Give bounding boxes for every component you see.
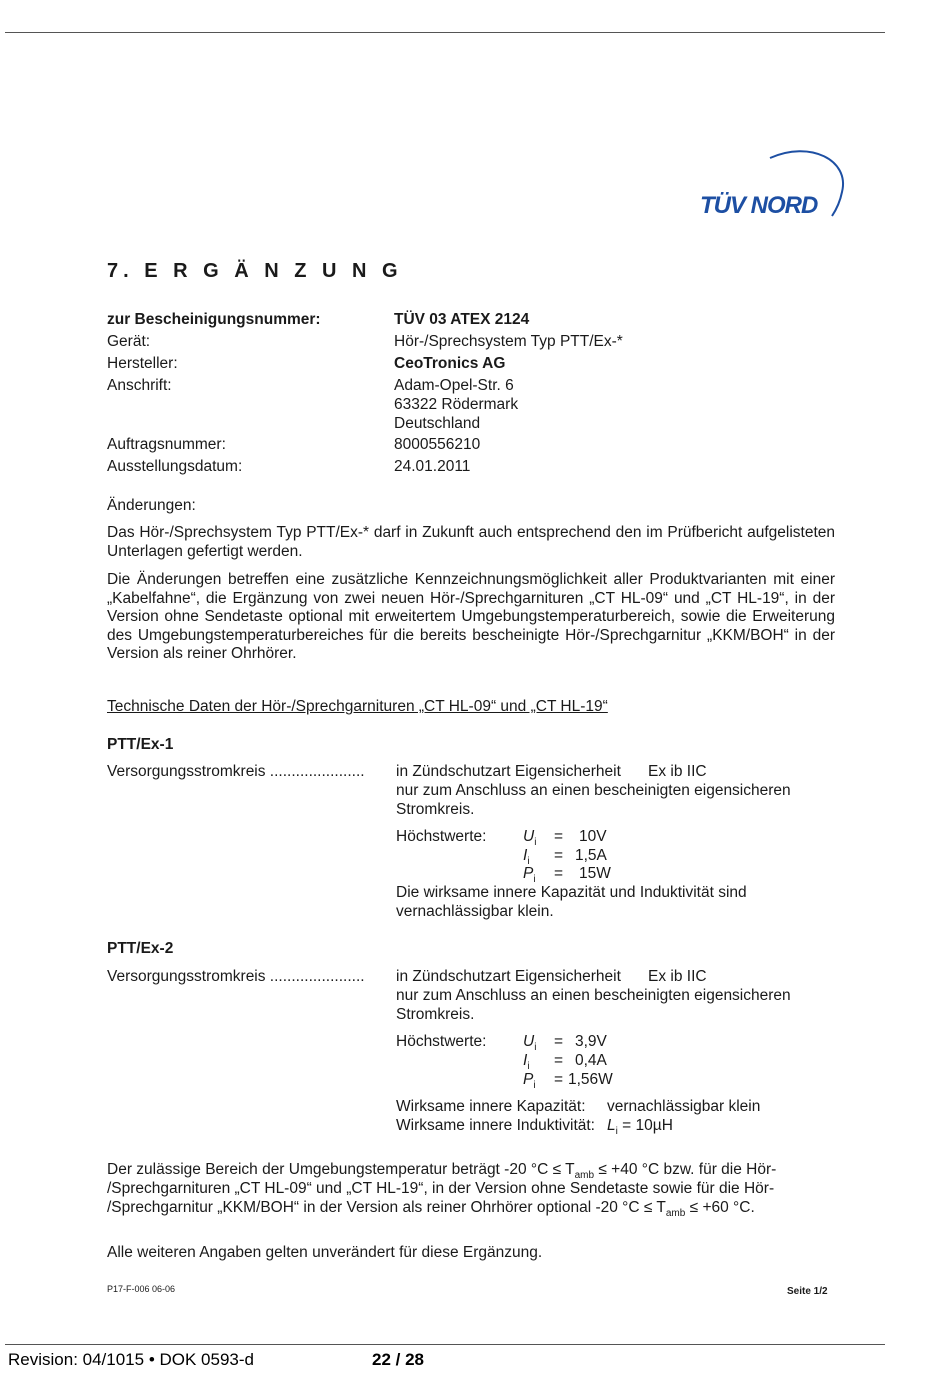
ex2-u-symbol: U [523, 1033, 535, 1050]
ex2-line-3: Stromkreis. [396, 1006, 475, 1023]
ex2-protection: in Zündschutzart Eigensicherheit [396, 968, 621, 985]
cert-label: zur Bescheinigungsnummer: [107, 311, 321, 328]
ex2-inductance-label: Wirksame innere Induktivität: [396, 1117, 595, 1134]
temp-text-1: Der zulässige Bereich der Umgebungstemperatur beträgt -20 °C ≤ T [107, 1161, 575, 1178]
ex2-title: PTT/Ex-2 [107, 940, 174, 957]
ex2-capacitance-label: Wirksame innere Kapazität: [396, 1098, 586, 1115]
ex2-p-row [523, 1071, 536, 1091]
tech-data-title: Technische Daten der Hör-/Sprechgarnituren „CT HL-09“ und „CT HL-19“ [107, 698, 608, 715]
page-label: Seite 1/2 [787, 1286, 828, 1297]
ex1-i-value: 1,5A [575, 847, 607, 864]
page-heading: 7. E R G Ä N Z U N G [107, 260, 403, 282]
changes-label: Änderungen: [107, 497, 196, 514]
top-rule [5, 32, 885, 33]
temp-text-4: ≤ +60 °C. [685, 1199, 755, 1216]
ex1-p-eq: = [554, 865, 564, 882]
ex2-i-value: 0,4A [575, 1052, 607, 1069]
ex1-protection-class: Ex ib IIC [648, 763, 707, 780]
ex1-p-symbol: P [523, 865, 534, 882]
address-line-2: 63322 Rödermark [394, 396, 519, 413]
ex1-note-2: vernachlässigbar klein. [396, 903, 554, 920]
ex1-u-row [523, 828, 536, 848]
ex2-p-value: 1,56W [568, 1071, 613, 1088]
device-label: Gerät: [107, 333, 151, 350]
ex2-capacitance-value: vernachlässigbar klein [607, 1098, 761, 1115]
ex1-title: PTT/Ex-1 [107, 736, 174, 753]
ex1-p-sub: i [533, 874, 536, 886]
address-line-3: Deutschland [394, 415, 481, 432]
tuv-nord-logo [700, 140, 850, 230]
address-line-1: Adam-Opel-Str. 6 [394, 377, 514, 394]
ex2-circuit-label: Versorgungsstromkreis ...................... [107, 968, 365, 985]
ex1-note-1: Die wirksame innere Kapazität und Induktivität sind [396, 884, 747, 901]
ex1-i-eq: = [554, 847, 564, 864]
ex2-i-symbol: I [523, 1052, 528, 1069]
temp-text-3: /Sprechgarnitur „KKM/BOH“ in der Version als reiner Ohrhörer optional -20 °C ≤ T [107, 1199, 666, 1216]
manufacturer-label: Hersteller: [107, 355, 178, 372]
ex1-circuit-label: Versorgungsstromkreis ...................... [107, 763, 365, 780]
device-value: Hör-/Sprechsystem Typ PTT/Ex-* [394, 333, 623, 350]
ex2-u-row [523, 1033, 536, 1053]
ex2-max-label: Höchstwerte: [396, 1033, 487, 1050]
temp-line-1 [107, 1161, 776, 1181]
ex1-i-symbol: I [523, 847, 528, 864]
temp-sub-1: amb [574, 1170, 595, 1182]
ex1-u-sub: i [534, 837, 537, 849]
order-value: 8000556210 [394, 436, 481, 453]
manufacturer-value: CeoTronics AG [394, 355, 506, 372]
date-value: 24.01.2011 [394, 458, 471, 475]
ex2-inductance-sub: i [615, 1126, 618, 1138]
order-label: Auftragsnummer: [107, 436, 226, 453]
ex1-u-eq: = [554, 828, 564, 845]
ex2-u-value: 3,9V [575, 1033, 607, 1050]
ex2-inductance-symbol: L [607, 1117, 616, 1134]
footer-revision: Revision: 04/1015 • DOK 0593-d [8, 1350, 254, 1369]
bottom-rule [5, 1344, 885, 1345]
temp-text-2: ≤ +40 °C bzw. für die Hör- [594, 1161, 777, 1178]
ex1-u-value: 10V [579, 828, 607, 845]
temp-sub-2: amb [665, 1208, 686, 1220]
ex1-protection: in Zündschutzart Eigensicherheit [396, 763, 621, 780]
ex2-p-sub: i [533, 1080, 536, 1092]
temp-line-3 [107, 1199, 755, 1219]
ex2-i-row [523, 1052, 530, 1072]
cert-value: TÜV 03 ATEX 2124 [394, 311, 530, 328]
ex2-i-eq: = [554, 1052, 564, 1069]
date-label: Ausstellungsdatum: [107, 458, 243, 475]
temp-line-2: /Sprechgarnituren „CT HL-09“ und „CT HL-19“, in der Version ohne Sendetaste sowie für die Hör- [107, 1180, 775, 1197]
address-label: Anschrift: [107, 377, 172, 394]
ex2-line-2: nur zum Anschluss an einen bescheinigten eigensicheren [396, 987, 791, 1004]
ex1-line-2: nur zum Anschluss an einen bescheinigten eigensicheren [396, 782, 791, 799]
ex2-p-symbol: P [523, 1071, 534, 1088]
ex1-i-sub: i [527, 856, 530, 868]
ex2-u-eq: = [554, 1033, 564, 1050]
closing-statement: Alle weiteren Angaben gelten unverändert für diese Ergänzung. [107, 1244, 543, 1261]
ex1-max-label: Höchstwerte: [396, 828, 487, 845]
ex2-inductance-amount: = 10µH [622, 1117, 673, 1134]
ex2-i-sub: i [527, 1061, 530, 1073]
ex2-u-sub: i [534, 1042, 537, 1054]
ex2-p-eq: = [554, 1071, 564, 1088]
ex1-p-row [523, 865, 536, 885]
paragraph-1: Das Hör-/Sprechsystem Typ PTT/Ex-* darf in Zukunft auch entsprechend den im Prüfbericht aufgelisteten Unterlagen gefertigt werden. [107, 524, 835, 560]
ex1-u-symbol: U [523, 828, 535, 845]
ex1-p-value: 15W [579, 865, 611, 882]
form-code: P17-F-006 06-06 [107, 1284, 176, 1294]
ex2-inductance-value [607, 1117, 673, 1137]
ex2-protection-class: Ex ib IIC [648, 968, 707, 985]
logo-text: TÜV NORD [700, 192, 818, 219]
ex1-line-3: Stromkreis. [396, 801, 475, 818]
paragraph-2: Die Änderungen betreffen eine zusätzliche Kennzeichnungsmöglichkeit aller Produktvarianten mit einer „Kabelfahne“, die Ergänzung von zwei neuen Hör-/Sprechgarnituren „CT HL-09“ und „CT HL-19“, in der Version ohne Sendetaste optional mit erweitertem Umgebungstemperaturbereich, sowie die Erweiterung des Umgebungstemperaturbereiches für die bereits bescheinigte Hör-/Sprechgarnitur „KKM/BOH“ in der Version als reiner Ohrhörer. [107, 571, 835, 662]
footer-page-number: 22 / 28 [372, 1350, 424, 1369]
